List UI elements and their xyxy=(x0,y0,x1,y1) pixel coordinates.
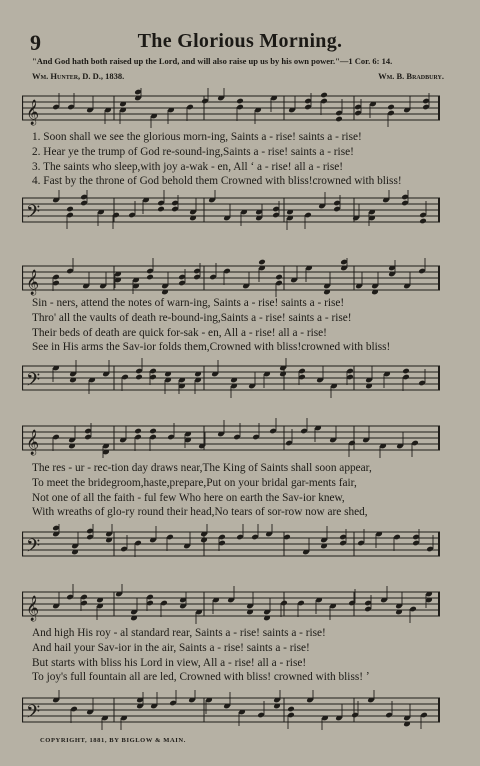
svg-text:𝄞: 𝄞 xyxy=(26,270,40,295)
lyric-line: Thro' all the vaults of death re-bound-ing,Saints a - rise! saints a - rise! xyxy=(32,311,352,324)
svg-text:𝄢: 𝄢 xyxy=(26,536,41,561)
lyric-line: 2. Hear ye the trump of God re-sound-ing,Saints a - rise! saints a - rise! xyxy=(32,145,354,158)
treble-staff xyxy=(22,88,440,128)
lyric-line: Sin - ners, attend the notes of warn-ing, Saints a - rise! saints a - rise! xyxy=(32,297,345,309)
words-credit: Wm. Hunter, D. D., 1838. xyxy=(32,71,125,81)
lyrics-block xyxy=(32,461,442,520)
svg-text:𝄢: 𝄢 xyxy=(26,702,41,727)
svg-text:𝄢: 𝄢 xyxy=(26,370,41,395)
lyric-line: 3. The saints who sleep,with joy a-wak - en, All ʻ a - rise! all a - rise! xyxy=(32,160,343,173)
treble-staff xyxy=(22,418,440,458)
svg-text:𝄞: 𝄞 xyxy=(26,596,40,621)
lyric-line: See in His arms the Sav-ior folds them,Crowned with bliss!crowned with bliss! xyxy=(32,341,391,354)
lyric-line: Not one of all the faith - ful few Who here on earth the Sav-ior knew, xyxy=(32,491,345,504)
treble-staff xyxy=(22,584,440,624)
lyric-line: Their beds of death are quick for-sak - en, All a - rise! all a - rise! xyxy=(32,326,327,339)
music-credit: Wm. B. Bradbury. xyxy=(378,71,444,81)
scripture-reference: "And God hath both raised up the Lord, and will also raise up us by his own power."—1 Cor. 6: 14. xyxy=(32,56,393,66)
treble-staff xyxy=(22,258,440,298)
lyrics-block xyxy=(32,626,442,685)
lyric-line: To meet the bridegroom,haste,prepare,Put on your bridal gar-ments fair, xyxy=(32,476,357,489)
lyrics-block xyxy=(32,296,442,355)
lyric-line: 1. Soon shall we see the glorious morn-ing, Saints a - rise! saints a - rise! xyxy=(32,131,362,143)
svg-text:𝄞: 𝄞 xyxy=(26,100,40,125)
bass-staff xyxy=(22,690,440,730)
lyric-line: The res - ur - rec-tion day draws near,The King of Saints shall soon appear, xyxy=(32,462,372,474)
svg-text:𝄢: 𝄢 xyxy=(26,202,41,227)
svg-text:𝄞: 𝄞 xyxy=(26,430,40,455)
copyright-notice: COPYRIGHT, 1881, BY BIGLOW & MAIN. xyxy=(40,737,186,744)
bass-staff xyxy=(22,190,440,230)
lyrics-block xyxy=(32,130,442,189)
lyric-line: And high His roy - al standard rear, Saints a - rise! saints a - rise! xyxy=(32,627,326,639)
hymn-title: The Glorious Morning. xyxy=(137,30,343,52)
lyric-line: But starts with bliss his Lord in view, All a - rise! all a - rise! xyxy=(32,656,307,669)
lyric-line: To joy's full fountain all are led, Crowned with bliss! crowned with bliss! ʼ xyxy=(32,671,370,684)
hymn-number: 9 xyxy=(30,30,41,55)
lyric-line: With wreaths of glo-ry round their head,No tears of sor-row now are shed, xyxy=(32,506,368,519)
bass-staff xyxy=(22,358,440,398)
lyric-line: 4. Fast by the throne of God behold them Crowned with bliss!crowned with bliss! xyxy=(32,175,402,188)
bass-staff xyxy=(22,524,440,564)
lyric-line: And hail your Sav-ior in the air, Saints a - rise! saints a - rise! xyxy=(32,641,310,654)
